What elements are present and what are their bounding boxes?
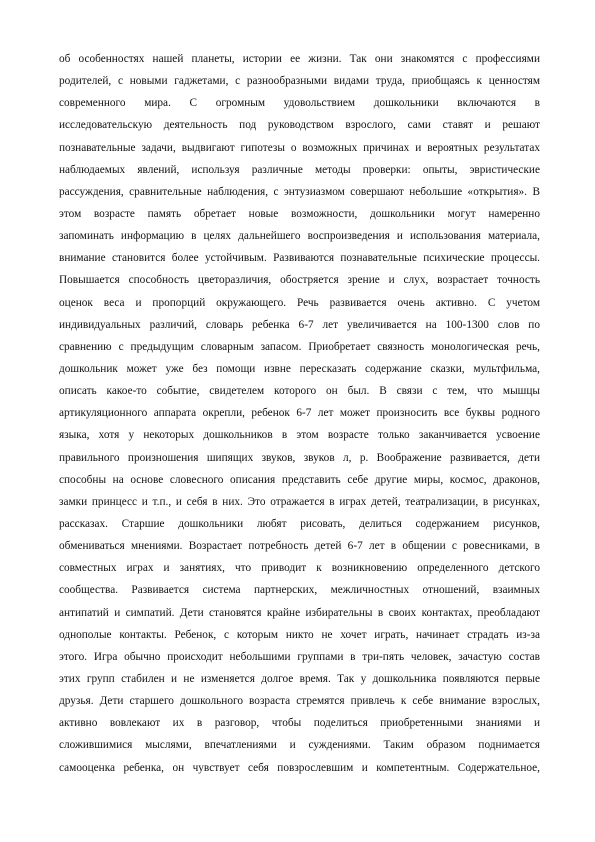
text-line: индивидуальных различий, словарь ребенка 6-7 лет увеличивается на 100-1300 слов по xyxy=(59,318,540,331)
text-line: оценок веса и пропорций окружающего. Речь развивается очень активно. С учетом xyxy=(59,296,540,309)
text-line: совместных играх и занятиях, что приводит к возникновению определенного детского xyxy=(59,562,540,575)
text-line: исследовательскую деятельность под руководством взрослого, сами ставят и решают xyxy=(59,119,540,132)
text-line: внимание становится более устойчивым. Развиваются познавательные психические процессы. xyxy=(59,252,540,265)
text-line: друзья. Дети старшего дошкольного возраста стремятся привлечь к себе внимание взрослых, xyxy=(59,695,540,708)
text-line: рассуждения, сравнительные наблюдения, с энтузиазмом совершают небольшие «открытия». В xyxy=(59,185,540,198)
text-line: замки принцесс и т.п., и себя в них. Это отражается в играх детей, театрализации, в рисунках, xyxy=(59,495,540,508)
text-line: сообщества. Развивается система партнерских, межличностных отношений, взаимных xyxy=(59,584,540,597)
text-line: сравнению с предыдущим словарным запасом. Приобретает связность монологическая речь, xyxy=(59,340,540,353)
text-line: рассказах. Старшие дошкольники любят рисовать, делиться содержанием рисунков, xyxy=(59,517,540,530)
text-line: описать какое-то событие, свидетелем которого он был. В связи с тем, что мышцы xyxy=(59,385,540,398)
text-line: современного мира. С огромным удовольствием дошкольники включаются в xyxy=(59,97,540,110)
text-line: антипатий и симпатий. Дети становятся крайне избирательны в своих контактах, преобладают xyxy=(59,606,540,619)
text-line: этих групп стабилен и не изменяется долгое время. Так у дошкольника появляются первые xyxy=(59,672,540,685)
text-line: артикуляционного аппарата окрепли, ребенок 6-7 лет может произносить все буквы родного xyxy=(59,407,540,420)
text-line: об особенностях нашей планеты, истории ее жизни. Так они знакомятся с профессиями xyxy=(59,53,540,65)
text-line: родителей, с новыми гаджетами, с разнообразными видами труда, приобщаясь к ценностям xyxy=(59,75,540,88)
text-line: Повышается способность цветоразличия, обостряется зрение и слух, возрастает точность xyxy=(59,274,540,287)
text-line: познавательные задачи, выдвигают гипотезы о возможных причинах и вероятных результатах xyxy=(59,141,540,154)
text-line: этом возрасте память обретает новые возможности, дошкольники могут намеренно xyxy=(59,207,540,220)
text-line: запоминать информацию в целях дальнейшего воспроизведения и использования материала, xyxy=(59,230,540,243)
text-line: дошкольник может уже без помощи извне пересказать содержание сказки, мультфильма, xyxy=(59,362,540,375)
text-line: языка, хотя у некоторых дошкольников в этом возрасте только заканчивается усвоение xyxy=(59,429,540,442)
text-line: этого. Игра обычно происходит небольшими группами в три-пять человек, зачастую состав xyxy=(59,650,540,663)
text-line: активно вовлекают их в разговор, чтобы поделиться приобретенными знаниями и xyxy=(59,717,540,730)
text-line: способны на основе словесного описания представить себе другие миры, космос, драконов, xyxy=(59,473,540,486)
text-line: однополые контакты. Ребенок, с которым никто не хочет играть, начинает страдать из-за xyxy=(59,628,540,641)
text-line: наблюдаемых явлений, используя различные методы проверки: опыты, эвристические xyxy=(59,163,540,176)
text-line: обмениваться мнениями. Возрастает потребность детей 6-7 лет в общении с ровесниками, в xyxy=(59,540,540,553)
text-line: сложившимися мыслями, впечатлениями и суждениями. Таким образом поднимается xyxy=(59,739,540,752)
text-line: самооценка ребенка, он чувствует себя повзрослевшим и компетентным. Содержательное, xyxy=(59,761,540,774)
text-line: правильного произношения шипящих звуков, звуков л, р. Воображение развивается, дети xyxy=(59,451,540,464)
body-paragraph xyxy=(59,48,540,779)
